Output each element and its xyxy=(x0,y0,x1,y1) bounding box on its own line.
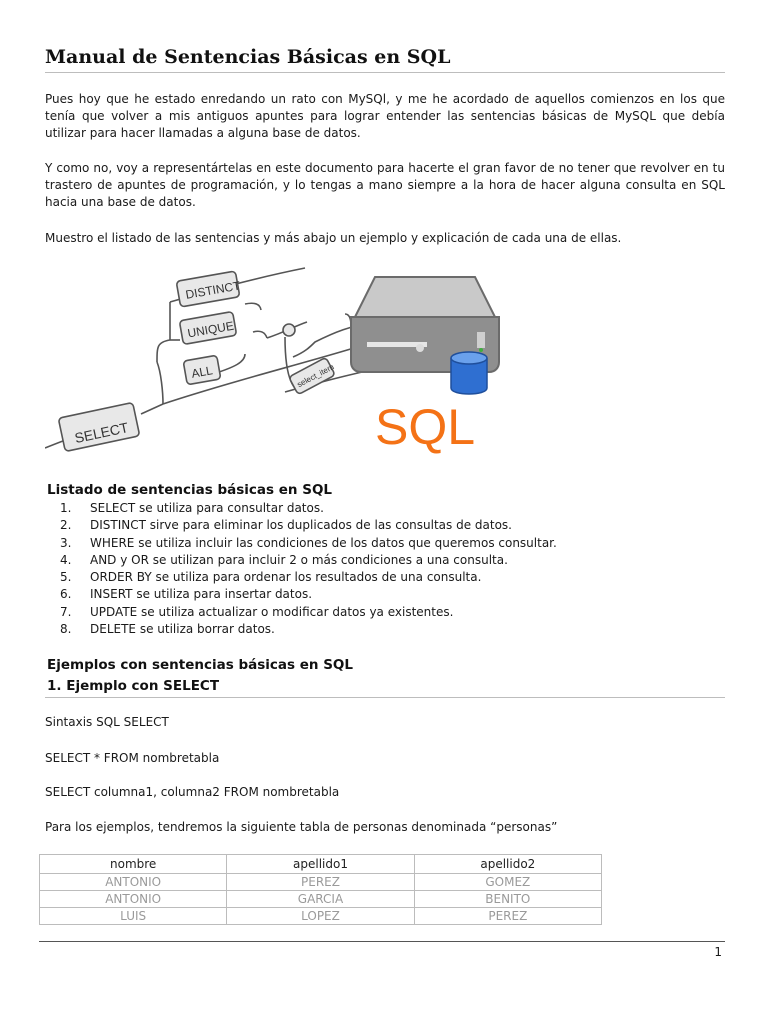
table-cell: GOMEZ xyxy=(414,874,601,891)
table-cell: LUIS xyxy=(40,908,227,925)
diagram-label-select-item: select_item xyxy=(295,362,336,390)
sql-logo: SQL xyxy=(375,399,476,455)
intro-paragraph-1: Pues hoy que he estado enredando un rato con MySQl, y me he acordado de aquellos comienzos en los que tenía que volver a mis antiguos apuntes para lograr entender las sentencias básicas de MySQL que debía utilizar para hacer llamadas a alguna base de datos. xyxy=(45,92,725,140)
intro-paragraph-3: Muestro el listado de las sentencias y más abajo un ejemplo y explicación de cada una de ellas. xyxy=(45,231,622,245)
example-select-heading: 1. Ejemplo con SELECT xyxy=(47,678,220,694)
table-row xyxy=(40,891,602,908)
table-cell: ANTONIO xyxy=(40,874,227,891)
table-cell: BENITO xyxy=(414,891,601,908)
list-item: 3. WHERE se utiliza incluir las condiciones de los datos que queremos consultar. xyxy=(60,535,557,550)
examples-heading: Ejemplos con sentencias básicas en SQL xyxy=(47,657,354,673)
list-item: 1. SELECT se utiliza para consultar datos. xyxy=(60,501,324,515)
personas-table xyxy=(39,854,602,925)
syntax-label: Sintaxis SQL SELECT xyxy=(45,715,169,729)
list-item: 5. ORDER BY se utiliza para ordenar los resultados de una consulta. xyxy=(60,570,482,585)
diagram-label-distinct: DISTINCT xyxy=(184,278,242,302)
table-cell: ANTONIO xyxy=(40,891,227,908)
column-header: apellido2 xyxy=(414,855,601,874)
example-divider xyxy=(45,697,725,698)
list-item: 8. DELETE se utiliza borrar datos. xyxy=(60,622,275,637)
footer-divider xyxy=(39,941,725,942)
table-cell: PEREZ xyxy=(227,874,414,891)
table-intro-text: Para los ejemplos, tendremos la siguiente tabla de personas denominada “personas” xyxy=(45,820,558,834)
diagram-label-all: ALL xyxy=(190,363,214,381)
sentence-list xyxy=(60,500,557,638)
code-line-select-columns: SELECT columna1, columna2 FROM nombretabla xyxy=(45,785,340,799)
list-section-heading: Listado de sentencias básicas en SQL xyxy=(47,482,333,498)
list-item: 2. DISTINCT sirve para eliminar los duplicados de las consultas de datos. xyxy=(60,518,512,533)
table-header-row xyxy=(40,855,602,874)
column-header: apellido1 xyxy=(227,855,414,874)
list-item: 6. INSERT se utiliza para insertar datos. xyxy=(60,587,313,602)
list-item: 4. AND y OR se utilizan para incluir 2 o más condiciones a una consulta. xyxy=(60,552,508,567)
table-cell: LOPEZ xyxy=(227,908,414,925)
sql-illustration xyxy=(45,262,505,460)
code-line-select-all: SELECT * FROM nombretabla xyxy=(45,751,220,765)
table-cell: GARCIA xyxy=(227,891,414,908)
table-cell: PEREZ xyxy=(414,908,601,925)
diagram-label-select: SELECT xyxy=(73,419,130,447)
title-divider xyxy=(45,72,725,73)
database-icon xyxy=(451,352,487,394)
page-number: 1 xyxy=(714,945,722,959)
table-row xyxy=(40,874,602,891)
document-title: Manual de Sentencias Básicas en SQL xyxy=(45,46,451,68)
diagram-label-unique: UNIQUE xyxy=(186,318,235,341)
list-item: 7. UPDATE se utiliza actualizar o modificar datos ya existentes. xyxy=(60,604,454,619)
table-row xyxy=(40,908,602,925)
column-header: nombre xyxy=(40,855,227,874)
intro-paragraph-2: Y como no, voy a representártelas en este documento para hacerte el gran favor de no tener que revolver en tu trastero de apuntes de programación, y lo tengas a mano siempre a la hora de hacer alguna consulta en SQL hacia una base de datos. xyxy=(45,161,725,209)
